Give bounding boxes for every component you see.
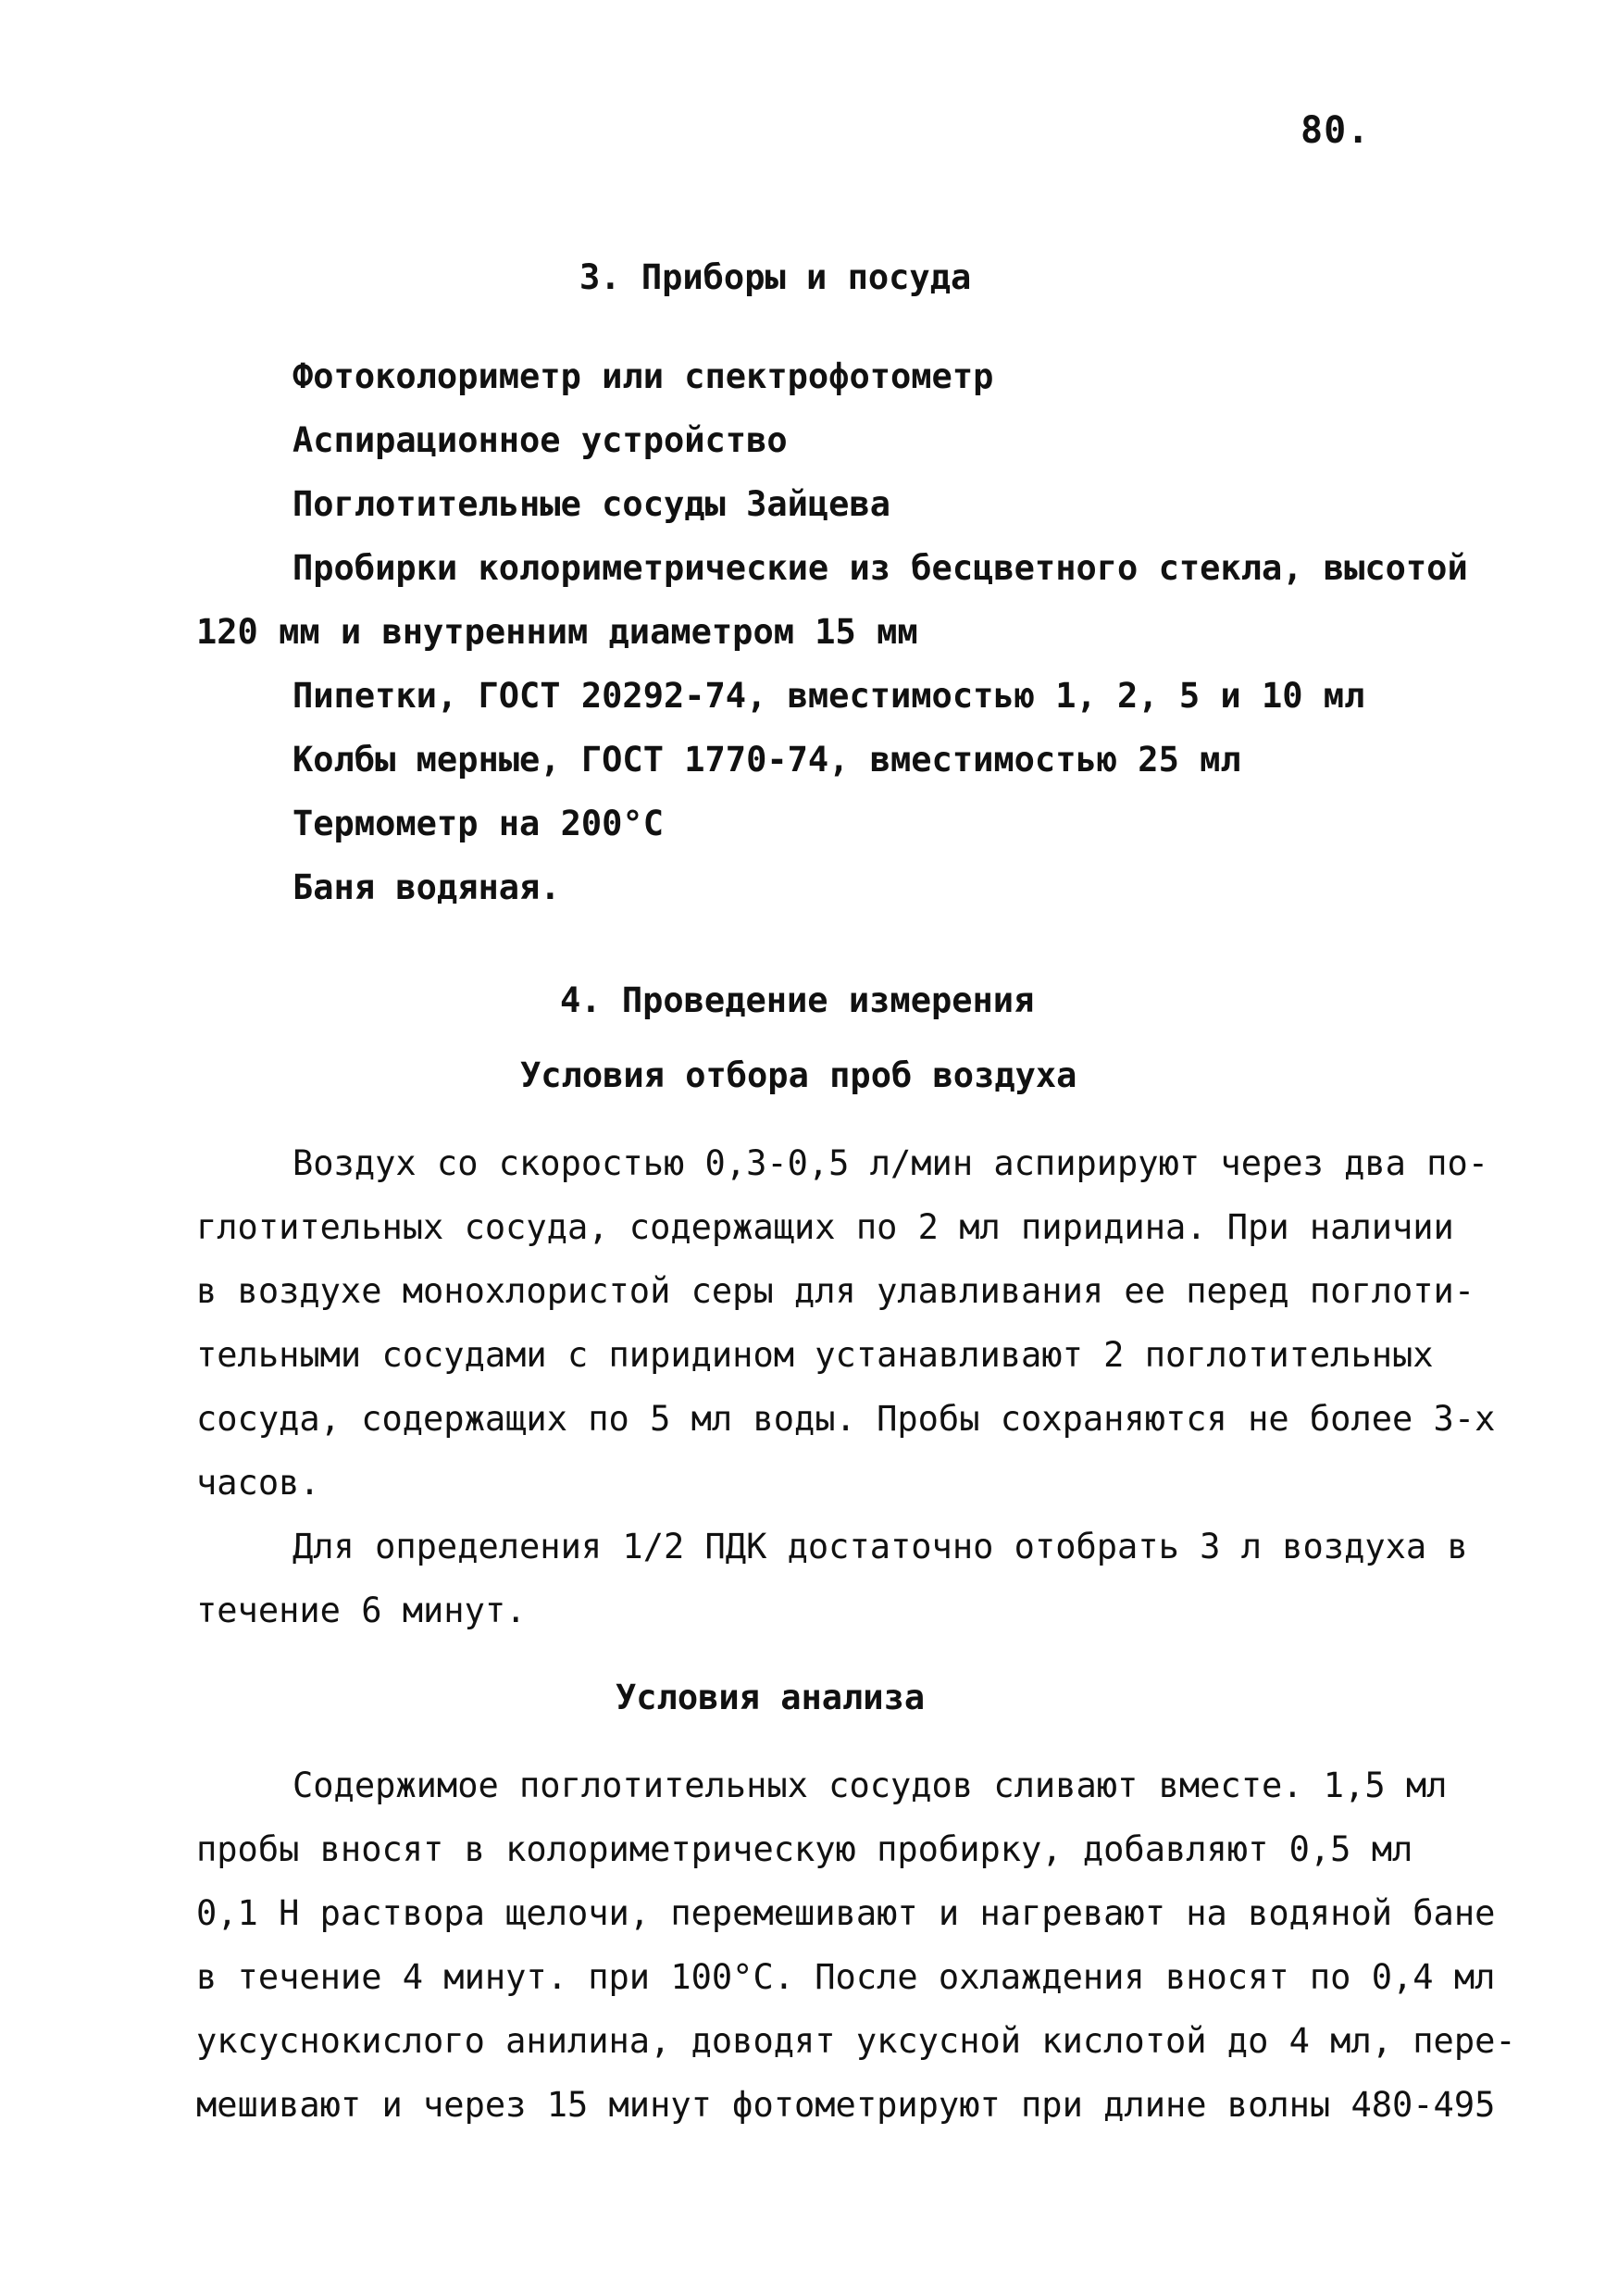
page-number: 80. [1301,109,1371,152]
sampling-para-line-1: Воздух со скоростью 0,3-0,5 л/мин аспирируют через два по- [292,1143,1489,1183]
equipment-item-8: Баня водяная. [292,867,561,907]
sampling-para-line-5: сосуда, содержащих по 5 мл воды. Пробы сохраняются не более 3-х [196,1399,1496,1439]
equipment-item-6: Колбы мерные, ГОСТ 1770-74, вместимостью 25 мл [292,740,1241,780]
sampling-para-line-4: тельными сосудами с пиридином устанавливают 2 поглотительных [196,1335,1434,1375]
sampling-conditions-heading: Условия отбора проб воздуха [520,1055,1077,1095]
analysis-para-line-2: пробы вносят в колориметрическую пробирку, добавляют 0,5 мл [196,1829,1413,1869]
equipment-item-5: Пипетки, ГОСТ 20292-74, вместимостью 1, 2, 5 и 10 мл [292,676,1365,716]
equipment-item-3: Поглотительные сосуды Зайцева [292,484,891,524]
section-4-heading: 4. Проведение измерения [560,980,1035,1020]
sampling-para-line-2: глотительных сосуда, содержащих по 2 мл пиридина. При наличии [196,1207,1454,1247]
analysis-para-line-4: в течение 4 минут. при 100°С. После охлаждения вносят по 0,4 мл [196,1957,1496,1997]
equipment-item-7: Термометр на 200°С [292,804,664,843]
analysis-para-line-5: уксуснокислого анилина, доводят уксусной кислотой до 4 мл, пере- [196,2021,1516,2061]
equipment-item-4-cont: 120 мм и внутренним диаметром 15 мм [196,612,918,652]
equipment-item-4: Пробирки колориметрические из бесцветного стекла, высотой [292,548,1468,588]
volume-para-line-1: Для определения 1/2 ПДК достаточно отобрать 3 л воздуха в [292,1527,1468,1566]
sampling-para-line-3: в воздухе монохлористой серы для улавливания ее перед поглоти- [196,1271,1475,1311]
equipment-item-2: Аспирационное устройство [292,420,788,460]
section-3-heading: 3. Приборы и посуда [579,257,972,297]
equipment-item-1: Фотоколориметр или спектрофотометр [292,356,994,396]
sampling-para-line-6: часов. [196,1463,320,1503]
analysis-para-line-3: 0,1 Н раствора щелочи, перемешивают и нагревают на водяной бане [196,1893,1496,1933]
volume-para-line-2: течение 6 минут. [196,1591,527,1630]
analysis-para-line-1: Содержимое поглотительных сосудов сливают вместе. 1,5 мл [292,1766,1448,1805]
analysis-conditions-heading: Условия анализа [616,1678,926,1717]
analysis-para-line-6: мешивают и через 15 минут фотометрируют при длине волны 480-495 [196,2085,1496,2125]
